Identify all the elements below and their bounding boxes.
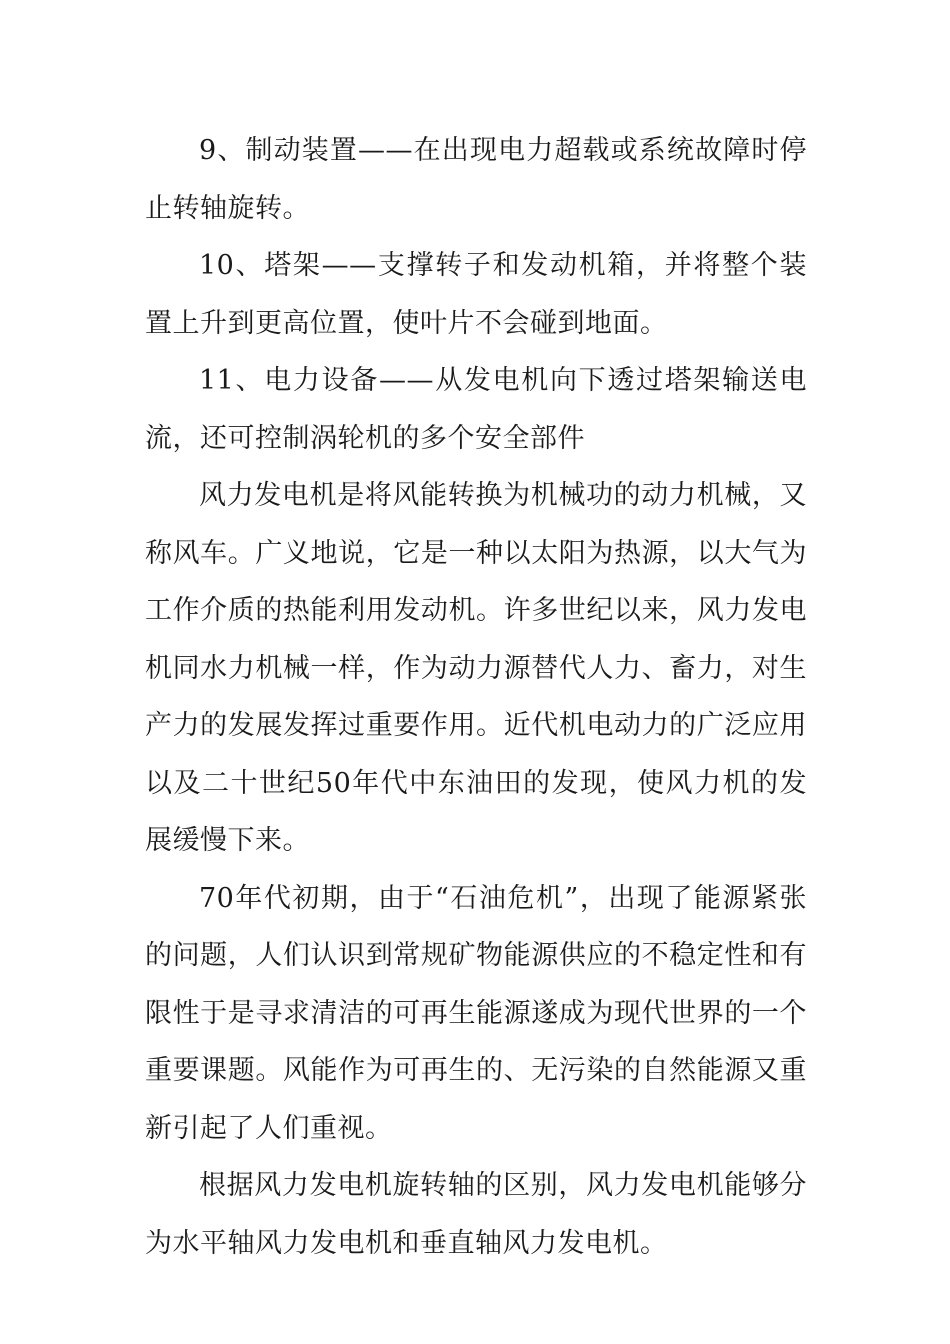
paragraph-wind-turbine-definition: 风力发电机是将风能转换为机械功的动力机械，又称风车。广义地说，它是一种以太阳为热源，以大气为工作介质的热能利用发动机。许多世纪以来，风力发电机同水力机械一样，作为动力源替代人力、畜力，对生产力的发展发挥过重要作用。近代机电动力的广泛应用以及二十世纪50年代中东油田的发现，使风力机的发展缓慢下来。 (145, 480, 807, 856)
paragraph-axis-classification: 根据风力发电机旋转轴的区别，风力发电机能够分为水平轴风力发电机和垂直轴风力发电机。 (145, 1170, 807, 1259)
paragraph-brake-device: 9、制动装置——在出现电力超载或系统故障时停止转轴旋转。 (145, 135, 807, 224)
document-body (145, 122, 807, 1272)
paragraph-oil-crisis: 70年代初期，由于“石油危机”，出现了能源紧张的问题，人们认识到常规矿物能源供应的不稳定性和有限性于是寻求清洁的可再生能源遂成为现代世界的一个重要课题。风能作为可再生的、无污染的自然能源又重新引起了人们重视。 (145, 882, 807, 1144)
paragraph-tower: 10、塔架——支撑转子和发动机箱，并将整个装置上升到更高位置，使叶片不会碰到地面。 (145, 250, 807, 339)
paragraph-electrical-equipment: 11、电力设备——从发电机向下透过塔架输送电流，还可控制涡轮机的多个安全部件 (145, 365, 807, 454)
